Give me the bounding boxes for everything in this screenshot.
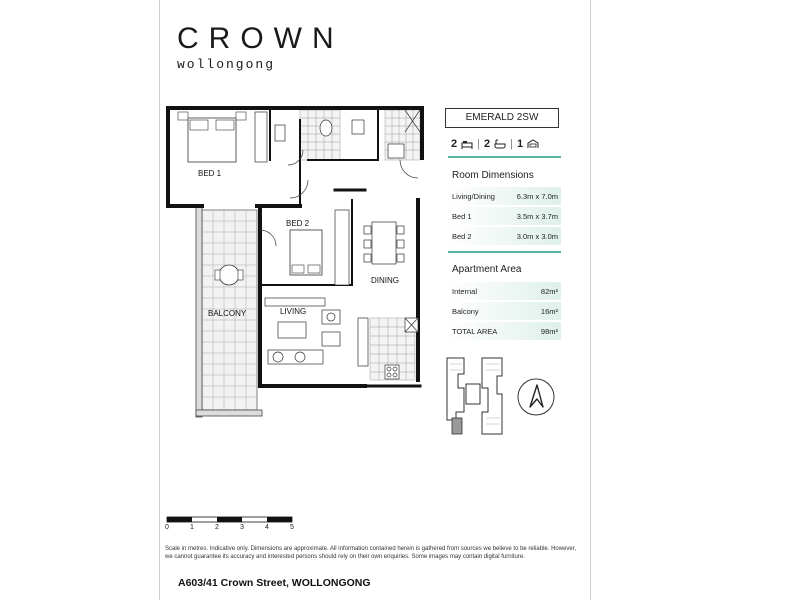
dimension-label: Bed 2 [452, 231, 472, 241]
north-arrow-icon [516, 377, 556, 417]
dimension-value: 3.0m x 3.0m [516, 231, 558, 241]
area-label: Internal [452, 286, 478, 296]
bath-icon [494, 139, 506, 149]
feature-counts [451, 138, 539, 150]
room-label-bed2: BED 2 [286, 219, 310, 228]
brand-location: wollongong [177, 57, 276, 72]
dimension-value: 3.5m x 3.7m [516, 211, 558, 221]
model-name-box: EMERALD 2SW [445, 108, 559, 128]
area-value: 82m² [540, 286, 558, 296]
dimension-row [448, 207, 561, 225]
accent-rule [448, 251, 561, 253]
bed-count: 2 [451, 138, 458, 150]
scale-bar [165, 515, 300, 544]
scale-tick-label: 4 [265, 524, 269, 531]
area-value: 16m² [540, 306, 558, 316]
dimension-value: 6.3m x 7.0m [516, 191, 558, 201]
dimension-label: Bed 1 [452, 211, 472, 221]
scale-tick-label: 1 [190, 524, 194, 531]
room-label-bed1: BED 1 [198, 169, 222, 178]
room-label-living: LIVING [280, 307, 307, 316]
disclaimer-text: Scale in metres. Indicative only. Dimensions are approximate. All information contained herein is gathered from sources we believe to be reliable. However, we cannot guarantee its accuracy and interested persons should rely on their own enquiries. Some images may contain digital furniture. [165, 546, 577, 560]
apartment-area-title: Apartment Area [452, 264, 522, 275]
accent-rule [448, 156, 561, 158]
area-label: TOTAL AREA [452, 326, 498, 336]
area-row [448, 282, 561, 300]
dimension-row [448, 227, 561, 245]
room-label-balcony: BALCONY [208, 309, 247, 318]
area-row [448, 302, 561, 320]
scale-tick-label: 0 [165, 524, 169, 531]
count-separator: | [477, 138, 480, 150]
brand-logo [177, 23, 344, 72]
room-label-dining: DINING [371, 276, 399, 285]
scale-tick-label: 3 [240, 524, 244, 531]
dimension-row [448, 187, 561, 205]
area-row-total [448, 322, 561, 340]
bed-icon [461, 139, 473, 149]
car-icon [527, 139, 539, 149]
property-address: A603/41 Crown Street, WOLLONGONG [178, 577, 371, 589]
count-separator: | [510, 138, 513, 150]
car-count: 1 [516, 138, 524, 150]
floor-plan [160, 100, 430, 425]
bed-1-furniture [178, 112, 267, 162]
dining-table [364, 222, 404, 264]
scale-tick-label: 5 [290, 524, 294, 531]
key-plan [442, 354, 507, 439]
bath-count: 2 [483, 138, 491, 150]
scale-tick-label: 2 [215, 524, 219, 531]
dimension-label: Living/Dining [452, 191, 495, 201]
room-dimensions-title: Room Dimensions [452, 170, 534, 181]
area-label: Balcony [452, 306, 479, 316]
area-value: 98m² [540, 326, 558, 336]
brand-name: CROWN [177, 22, 344, 55]
